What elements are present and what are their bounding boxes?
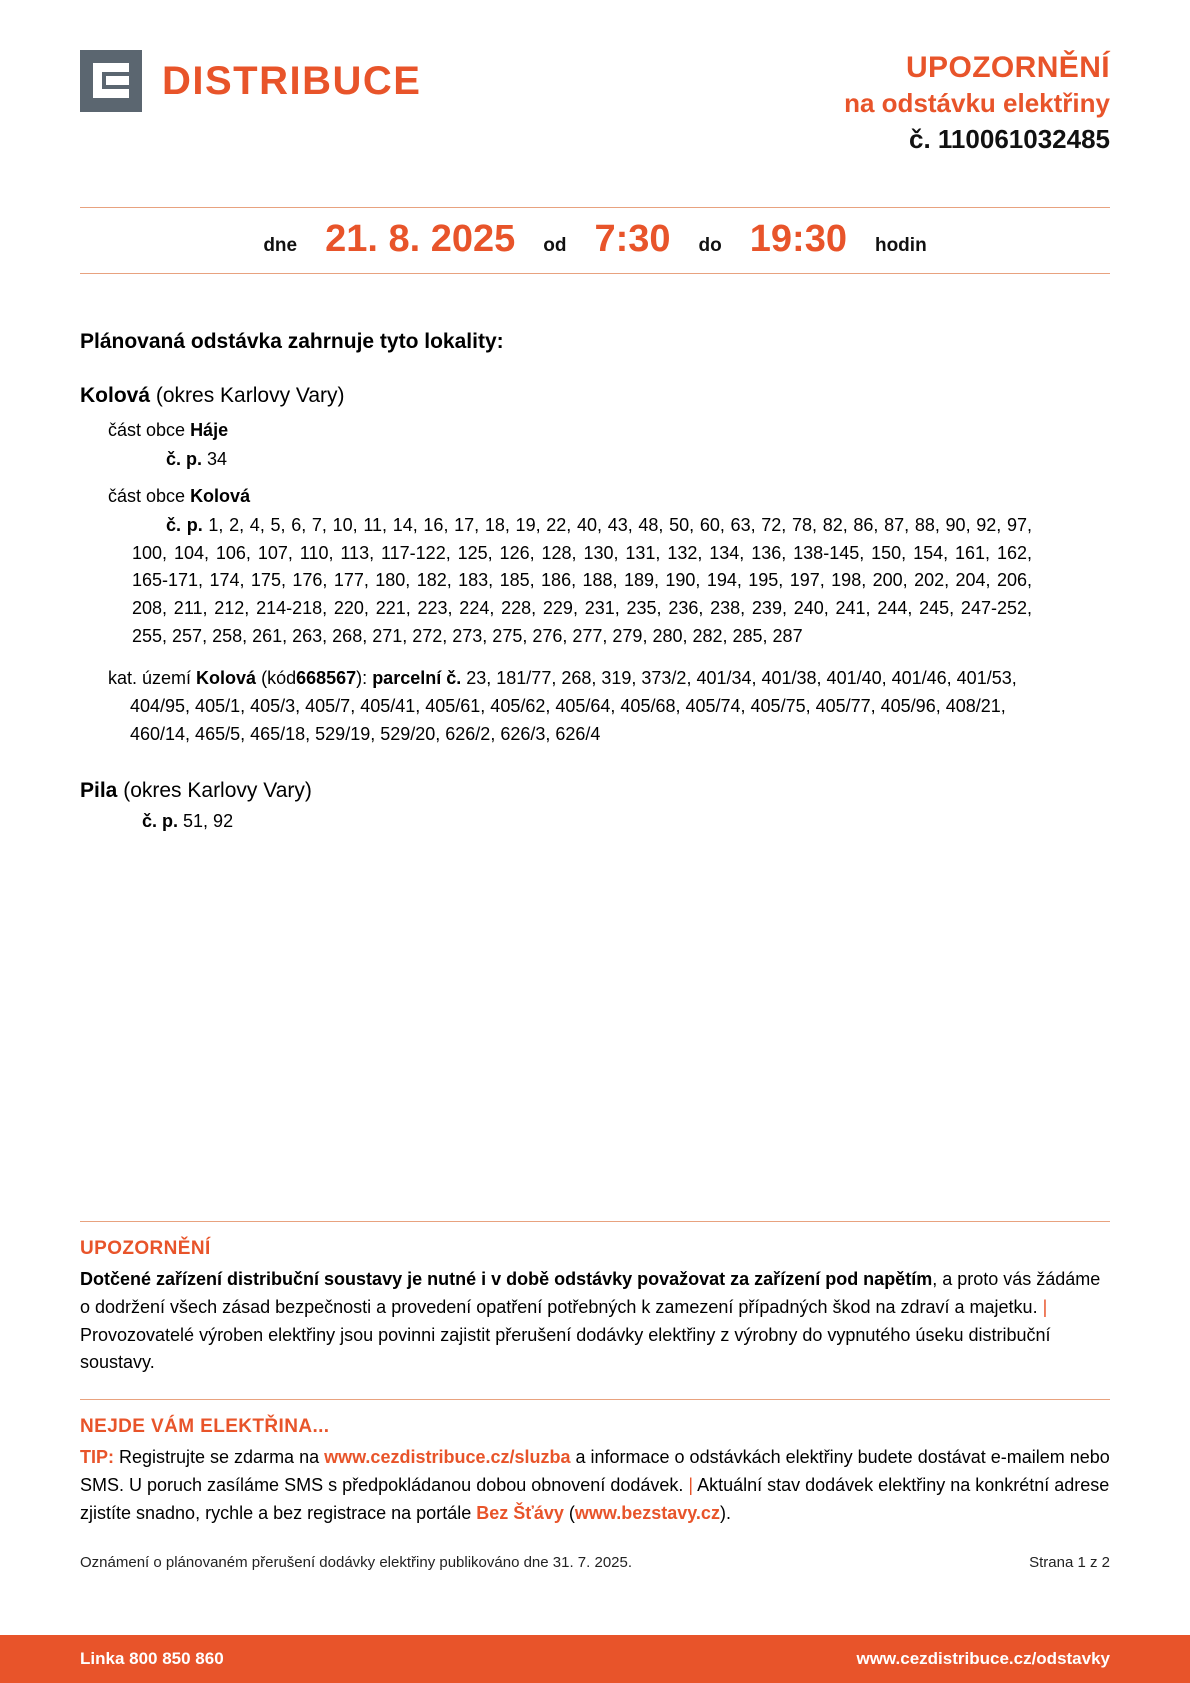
- village-part-label: část obce: [108, 419, 186, 440]
- page-header: [80, 0, 1110, 155]
- notice-title-block: [844, 50, 1110, 155]
- tip-label: TIP:: [80, 1447, 114, 1468]
- cadastral-code: 668567: [296, 668, 357, 689]
- bottom-notices: [80, 1221, 1110, 1571]
- house-numbers-line: [132, 512, 1032, 651]
- help-text-4: (: [563, 1503, 575, 1524]
- portal-link[interactable]: www.bezstavy.cz: [574, 1503, 720, 1524]
- outage-date: 21. 8. 2025: [325, 217, 516, 260]
- house-numbers-wrap: [132, 515, 1032, 647]
- house-numbers-label: č. p.: [142, 810, 179, 831]
- house-numbers-wrap: [132, 449, 227, 469]
- parcel-values: 23, 181/77, 268, 319, 373/2, 401/34, 401/38, 401/40, 401/46, 401/53, 404/95, 405/1, 405/3, 405/7, 405/41, 405/61, 405/62, 405/64, 405/68, 405/74, 405/75, 405/77, 405/96, 408/21, 460/14, 465/5, 465/18, 529/19, 529/20, 626/2, 626/3, 626/4: [130, 668, 1017, 744]
- house-numbers-values: 51, 92: [183, 810, 234, 831]
- logo-bar-bottom: [93, 89, 129, 98]
- house-numbers-wrap: [108, 811, 233, 831]
- help-heading: NEJDE VÁM ELEKTŘINA...: [80, 1416, 330, 1438]
- footer-phone: Linka 800 850 860: [80, 1649, 224, 1668]
- parcel-label: parcelní č.: [372, 668, 462, 689]
- footer-bar: [0, 1635, 1190, 1683]
- municipality-district: (okres Karlovy Vary): [123, 778, 312, 802]
- warning-heading: UPOZORNĚNÍ: [80, 1237, 211, 1259]
- municipality-name: Kolová: [80, 383, 151, 407]
- warning-text-after-lead: , a proto vás žádáme o dodržení všech zásad bezpečnosti a provedení opatření potřebných k zamezení případných škod na zdraví a majetku.: [80, 1268, 1101, 1317]
- municipality-line: [80, 384, 1110, 408]
- notice-kind: UPOZORNĚNÍ: [905, 51, 1110, 84]
- help-text-1: Registrujte se zdarma na: [114, 1447, 325, 1468]
- datebar-rule-bottom: [80, 273, 1110, 274]
- cadastral-name: Kolová: [196, 668, 257, 689]
- outage-time-from: 7:30: [594, 217, 671, 260]
- village-part-line: [108, 420, 1110, 441]
- notice-number: č. 110061032485: [909, 124, 1110, 155]
- label-from: od: [543, 234, 567, 256]
- localities-title: Plánovaná odstávka zahrnuje tyto lokality:: [80, 329, 504, 353]
- warning-text-second: Provozovatelé výroben elektřiny jsou povinni zajistit přerušení dodávky elektřiny z výrobny do vypnutého úseku distribuční soustavy.: [80, 1324, 1051, 1373]
- house-numbers-line: [108, 808, 1008, 836]
- help-separator: |: [688, 1475, 694, 1496]
- warning-rule-top: [80, 1221, 1110, 1222]
- cadastral-line: [108, 665, 1060, 749]
- datetime-row: [80, 208, 1110, 273]
- municipality-line: [80, 779, 1110, 803]
- village-part-label: část obce: [108, 485, 186, 506]
- brand-name: DISTRIBUCE: [162, 59, 422, 103]
- help-body: [80, 1444, 1110, 1528]
- cadastral-label: kat. území: [108, 668, 192, 689]
- warning-separator: |: [1042, 1296, 1048, 1317]
- village-part-line: [108, 486, 1110, 507]
- page-content: [0, 0, 1190, 836]
- municipality-district: (okres Karlovy Vary): [155, 383, 345, 407]
- logo-bar-middle: [106, 76, 129, 85]
- page-meta-row: [80, 1554, 1110, 1571]
- warning-body: [80, 1266, 1110, 1378]
- village-part-name: Kolová: [190, 485, 251, 506]
- locality-entry: [80, 779, 1110, 836]
- help-rule-top: [80, 1399, 1110, 1400]
- notice-spacer: [80, 1377, 1110, 1399]
- datetime-bar: [80, 207, 1110, 274]
- house-numbers-values: 1, 2, 4, 5, 6, 7, 10, 11, 14, 16, 17, 18, 19, 22, 40, 43, 48, 50, 60, 63, 72, 78, 82, 86, 87, 88, 90, 92, 97, 100, 104, 106, 107, 110, 113, 117-122, 125, 126, 128, 130, 131, 132, 134, 136, 138-145, 150, 154, 161, 162, 165-171, 174, 175, 176, 177, 180, 182, 183, 185, 186, 188, 189, 190, 194, 195, 197, 198, 200, 202, 204, 206, 208, 211, 212, 214-218, 220, 221, 223, 224, 228, 229, 231, 235, 236, 238, 239, 240, 241, 244, 245, 247-252, 255, 257, 258, 261, 263, 268, 271, 272, 273, 275, 276, 277, 279, 280, 282, 285, 287: [132, 514, 1032, 647]
- house-numbers-label: č. p.: [166, 514, 203, 535]
- municipality-name: Pila: [80, 778, 118, 802]
- house-numbers-line: [132, 446, 1032, 474]
- service-link[interactable]: www.cezdistribuce.cz/sluzba: [324, 1447, 571, 1468]
- help-text-5: ).: [719, 1503, 731, 1524]
- label-hours: hodin: [874, 234, 927, 256]
- logo-bar-top: [93, 63, 129, 72]
- help-text-2: a informace o odstávkách elektřiny budete dostávat e-mailem nebo SMS. U poruch zasíláme SMS s předpokládanou dobou obnovení dodávek.: [80, 1447, 1110, 1496]
- cadastral-code-label: (kód: [261, 668, 297, 689]
- publication-note: Oznámení o plánovaném přerušení dodávky elektřiny publikováno dne 31. 7. 2025.: [80, 1554, 633, 1571]
- label-date: dne: [263, 234, 298, 256]
- help-text-3: Aktuální stav dodávek elektřiny na konkrétní adrese zjistíte snadno, rychle a bez registrace na portále: [80, 1475, 1110, 1524]
- cez-logo-icon: [80, 50, 142, 112]
- outage-time-to: 19:30: [749, 217, 847, 260]
- footer-website[interactable]: www.cezdistribuce.cz/odstavky: [856, 1649, 1110, 1668]
- warning-lead: Dotčené zařízení distribuční soustavy je nutné i v době odstávky považovat za zařízení pod napětím: [80, 1268, 933, 1289]
- house-numbers-values: 34: [207, 448, 228, 469]
- locality-entry: [80, 384, 1110, 749]
- label-to: do: [698, 234, 722, 256]
- brand-block: [80, 50, 421, 112]
- house-numbers-label: č. p.: [166, 448, 203, 469]
- village-part-name: Háje: [190, 419, 229, 440]
- notice-subtitle: na odstávku elektřiny: [844, 88, 1110, 119]
- cadastral-code-suffix: ):: [356, 668, 368, 689]
- page-indicator: Strana 1 z 2: [1029, 1554, 1110, 1571]
- portal-name: Bez Šťávy: [476, 1503, 564, 1524]
